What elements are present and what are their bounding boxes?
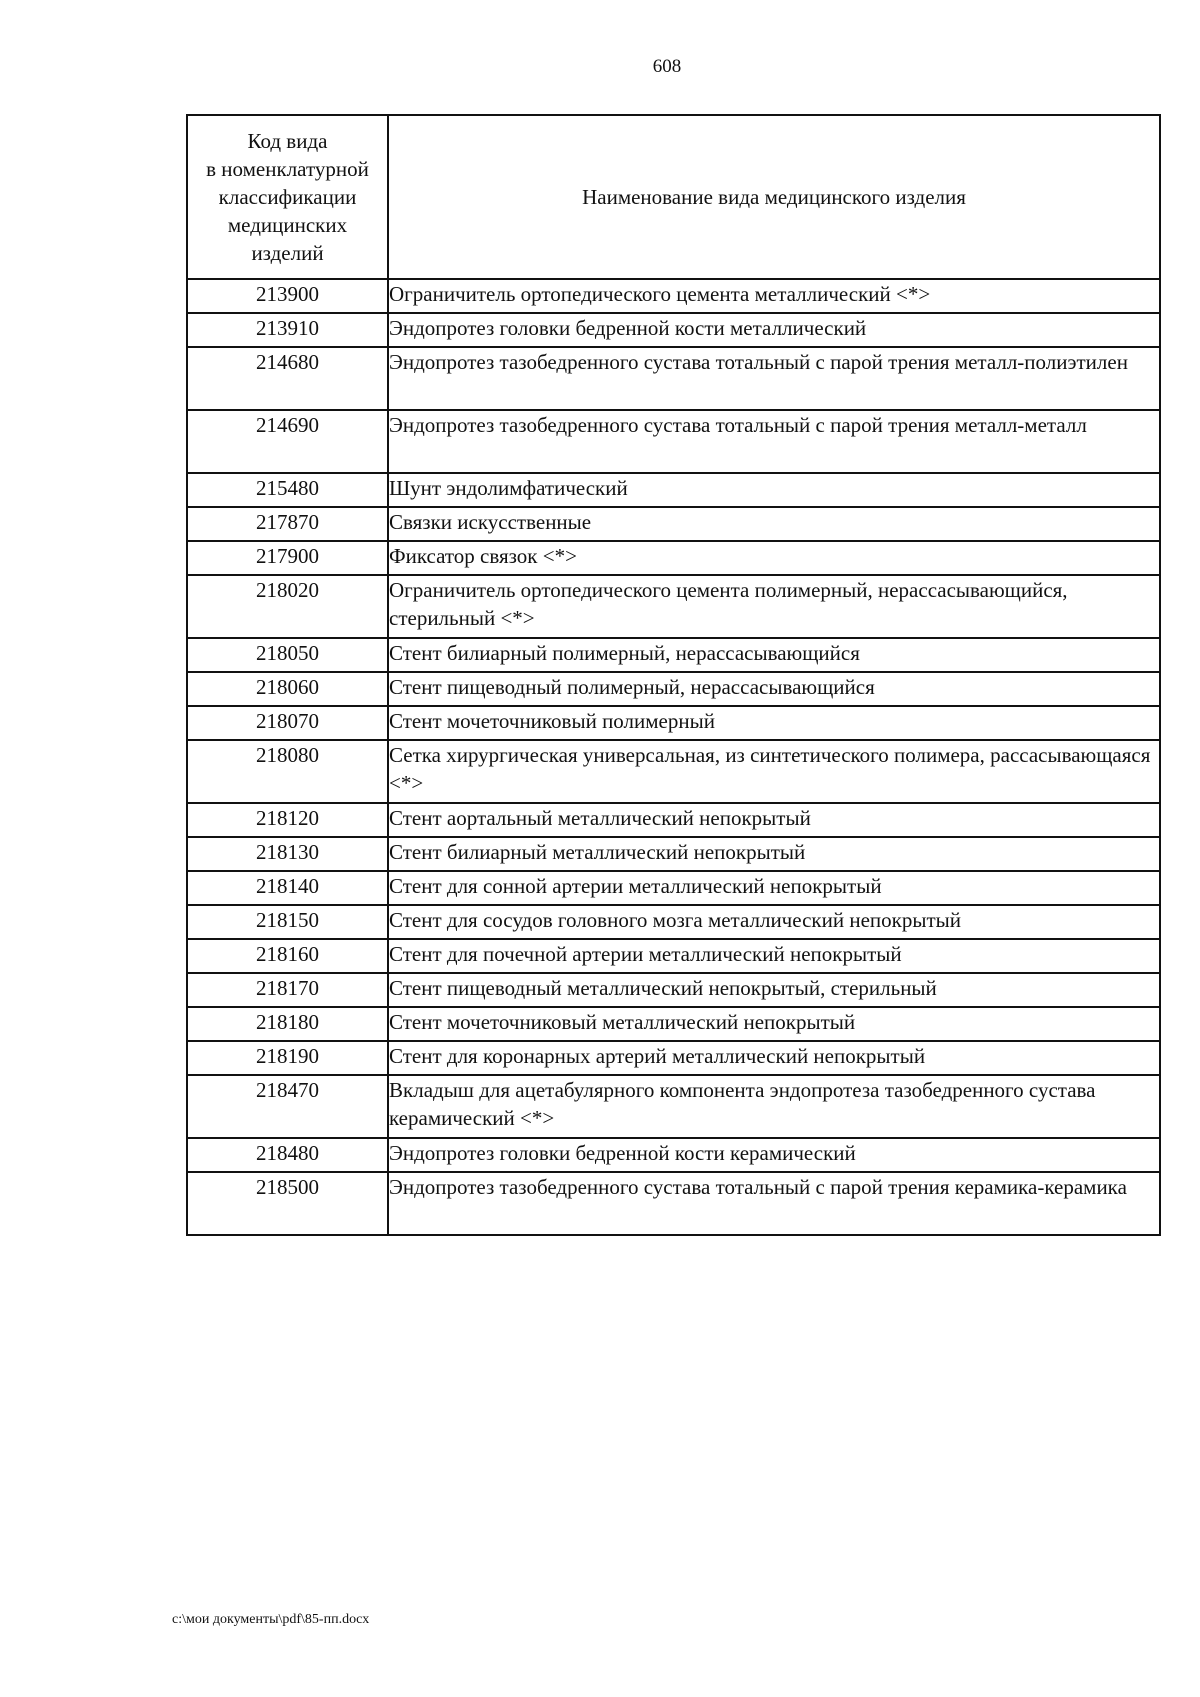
row-code: 218120 (187, 803, 388, 837)
row-code: 217900 (187, 541, 388, 575)
row-name: Стент мочеточниковый металлический непокрытый (388, 1007, 1160, 1041)
page-number: 608 (652, 56, 682, 77)
row-code: 218160 (187, 939, 388, 973)
header-code-line: в номенклатурной (206, 157, 369, 181)
row-code: 218170 (187, 973, 388, 1007)
row-code: 218500 (187, 1172, 388, 1235)
row-name: Стент пищеводный полимерный, нерассасывающийся (388, 672, 1160, 706)
table-row (187, 507, 1160, 541)
row-name: Ограничитель ортопедического цемента полимерный, нерассасывающийся, стерильный <*> (388, 575, 1160, 638)
row-name: Связки искусственные (388, 507, 1160, 541)
row-code: 218180 (187, 1007, 388, 1041)
row-code: 218480 (187, 1138, 388, 1172)
row-name: Стент аортальный металлический непокрытый (388, 803, 1160, 837)
table-row (187, 279, 1160, 313)
table-row (187, 1075, 1160, 1138)
table-row (187, 1138, 1160, 1172)
row-name: Вкладыш для ацетабулярного компонента эндопротеза тазобедренного сустава керамический <*> (388, 1075, 1160, 1138)
table-row (187, 939, 1160, 973)
header-code-line: медицинских (227, 213, 348, 237)
row-code: 214690 (187, 410, 388, 473)
row-name: Фиксатор связок <*> (388, 541, 1160, 575)
row-code: 218470 (187, 1075, 388, 1138)
row-code: 218130 (187, 837, 388, 871)
table-row (187, 706, 1160, 740)
header-code-line: классификации (218, 185, 357, 209)
row-name: Стент мочеточниковый полимерный (388, 706, 1160, 740)
row-code: 213910 (187, 313, 388, 347)
table-row (187, 740, 1160, 803)
table-row (187, 973, 1160, 1007)
row-name: Стент для сосудов головного мозга металлический непокрытый (388, 905, 1160, 939)
row-name: Стент для коронарных артерий металлический непокрытый (388, 1041, 1160, 1075)
row-name: Стент для почечной артерии металлический непокрытый (388, 939, 1160, 973)
row-code: 218140 (187, 871, 388, 905)
row-name: Эндопротез головки бедренной кости металлический (388, 313, 1160, 347)
table-row (187, 313, 1160, 347)
row-code: 215480 (187, 473, 388, 507)
table-row (187, 672, 1160, 706)
row-name: Стент для сонной артерии металлический непокрытый (388, 871, 1160, 905)
table-row (187, 410, 1160, 473)
table-header-row (187, 115, 1160, 279)
table-row (187, 1007, 1160, 1041)
row-code: 218190 (187, 1041, 388, 1075)
row-code: 218150 (187, 905, 388, 939)
row-name: Сетка хирургическая универсальная, из синтетического полимера, рассасывающаяся <*> (388, 740, 1160, 803)
header-name: Наименование вида медицинского изделия (388, 115, 1160, 279)
table-row (187, 1041, 1160, 1075)
row-code: 218050 (187, 638, 388, 672)
table-row (187, 575, 1160, 638)
row-code: 217870 (187, 507, 388, 541)
header-code-line: изделий (251, 241, 324, 265)
header-code (187, 115, 388, 279)
table-row (187, 1172, 1160, 1235)
row-name: Стент пищеводный металлический непокрытый, стерильный (388, 973, 1160, 1007)
row-name: Стент билиарный полимерный, нерассасывающийся (388, 638, 1160, 672)
row-name: Эндопротез головки бедренной кости керамический (388, 1138, 1160, 1172)
table-row (187, 837, 1160, 871)
row-name: Ограничитель ортопедического цемента металлический <*> (388, 279, 1160, 313)
row-name: Шунт эндолимфатический (388, 473, 1160, 507)
row-code: 218020 (187, 575, 388, 638)
footer-file-path: c:\мои документы\pdf\85-пп.docx (172, 1612, 370, 1627)
row-code: 214680 (187, 347, 388, 410)
row-name: Стент билиарный металлический непокрытый (388, 837, 1160, 871)
table-row (187, 638, 1160, 672)
header-code-line: Код вида (247, 129, 328, 153)
row-code: 218070 (187, 706, 388, 740)
medical-devices-table (186, 114, 1161, 1236)
table-row (187, 905, 1160, 939)
table-row (187, 541, 1160, 575)
row-code: 213900 (187, 279, 388, 313)
table-row (187, 473, 1160, 507)
row-code: 218080 (187, 740, 388, 803)
row-name: Эндопротез тазобедренного сустава тотальный с парой трения металл-металл (388, 410, 1160, 473)
row-name: Эндопротез тазобедренного сустава тотальный с парой трения металл-полиэтилен (388, 347, 1160, 410)
row-name: Эндопротез тазобедренного сустава тотальный с парой трения керамика-керамика (388, 1172, 1160, 1235)
table-row (187, 347, 1160, 410)
table-row (187, 871, 1160, 905)
row-code: 218060 (187, 672, 388, 706)
table-row (187, 803, 1160, 837)
